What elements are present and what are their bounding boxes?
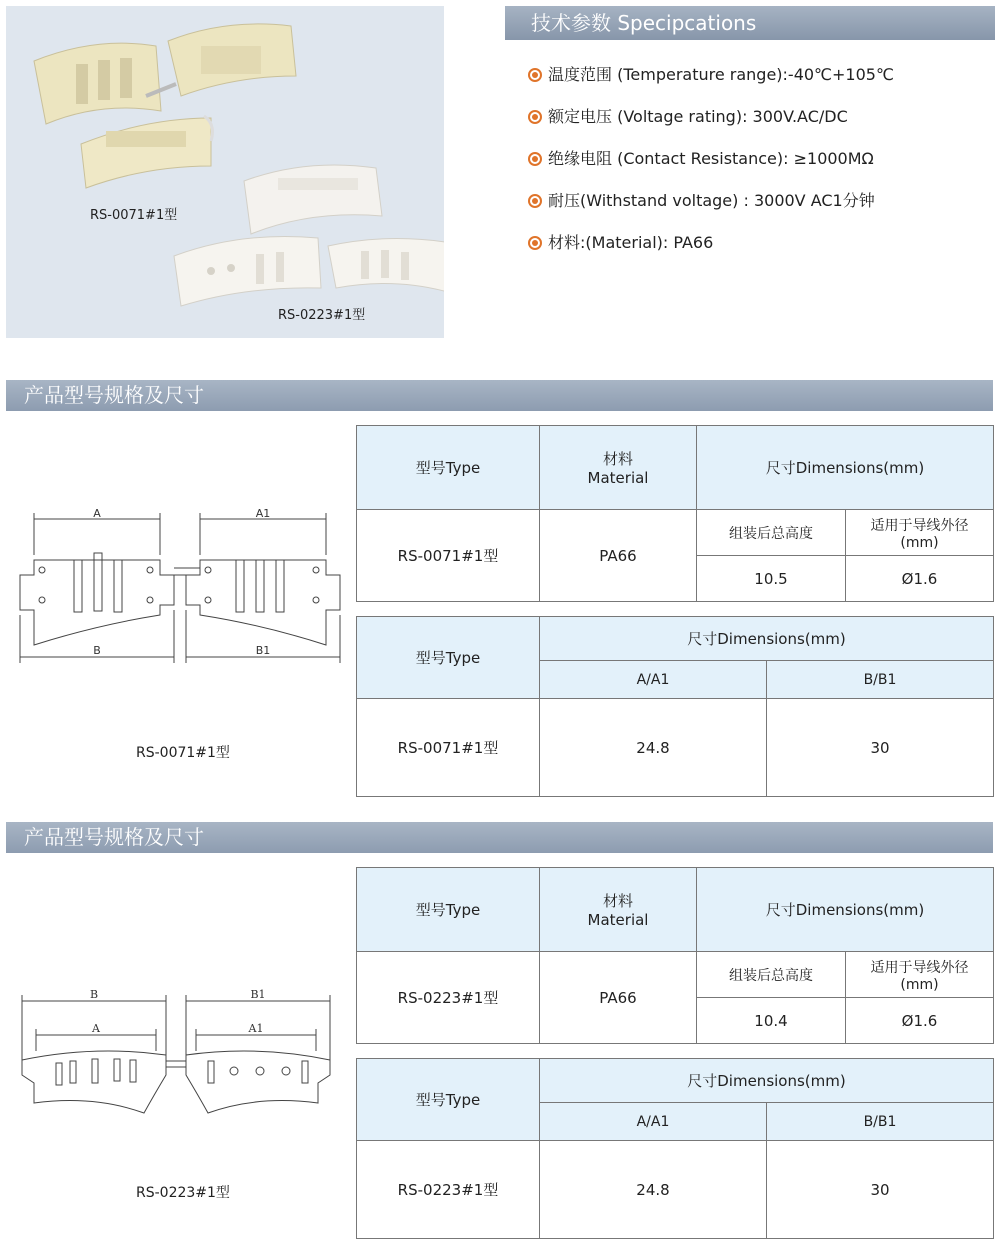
cell-a: 24.8 bbox=[540, 699, 767, 797]
bullet-icon bbox=[528, 194, 542, 208]
dim-label-a1: A1 bbox=[248, 1022, 264, 1035]
th-type: 型号Type bbox=[357, 617, 540, 699]
spec-temperature bbox=[528, 62, 894, 85]
product-photo bbox=[6, 6, 444, 338]
cell-height: 10.4 bbox=[697, 998, 846, 1044]
dimension-drawing-2 bbox=[14, 985, 344, 1120]
th-a-a1: A/A1 bbox=[540, 661, 767, 699]
cell-model: RS-0223#1型 bbox=[357, 952, 540, 1044]
th-dimensions: 尺寸Dimensions(mm) bbox=[540, 617, 994, 661]
dim-label-a: A bbox=[92, 1022, 100, 1035]
section-title-2: 产品型号规格及尺寸 bbox=[6, 822, 993, 853]
th-total-height: 组装后总高度 bbox=[697, 510, 846, 556]
spec-resistance bbox=[528, 146, 874, 169]
dimension-drawing-1 bbox=[14, 505, 344, 675]
dim-label-a1: A1 bbox=[255, 507, 271, 520]
bullet-icon bbox=[528, 110, 542, 124]
photo-label-rs0223: RS-0223#1型 bbox=[278, 308, 366, 323]
th-wire-diameter: 适用于导线外径 (mm) bbox=[846, 510, 994, 556]
th-type: 型号Type bbox=[357, 1059, 540, 1141]
th-material: 材料 Material bbox=[540, 426, 697, 510]
drawing-rs0223 bbox=[14, 985, 344, 1120]
drawing-caption-2: RS-0223#1型 bbox=[136, 1185, 230, 1201]
th-b-b1: B/B1 bbox=[767, 1103, 994, 1141]
cell-height: 10.5 bbox=[697, 556, 846, 602]
dim-label-a: A bbox=[93, 507, 101, 520]
th-dimensions: 尺寸Dimensions(mm) bbox=[697, 426, 994, 510]
bullet-icon bbox=[528, 152, 542, 166]
bullet-icon bbox=[528, 68, 542, 82]
th-dimensions: 尺寸Dimensions(mm) bbox=[697, 868, 994, 952]
dim-label-b: B bbox=[89, 988, 99, 1001]
dim-table-1 bbox=[356, 616, 994, 797]
dim-label-b1: B1 bbox=[250, 988, 266, 1001]
spec-table-1 bbox=[356, 425, 994, 602]
spec-voltage bbox=[528, 104, 848, 127]
spec-resistance-text: 绝缘电阻 (Contact Resistance): ≥1000MΩ bbox=[548, 149, 874, 168]
cell-material: PA66 bbox=[540, 510, 697, 602]
spec-temperature-text: 温度范围 (Temperature range):-40℃+105℃ bbox=[548, 65, 894, 84]
spec-withstand bbox=[528, 188, 875, 211]
cell-material: PA66 bbox=[540, 952, 697, 1044]
cell-model: RS-0071#1型 bbox=[357, 699, 540, 797]
drawing-caption-1: RS-0071#1型 bbox=[136, 745, 230, 761]
spec-withstand-text: 耐压(Withstand voltage) : 3000V AC1分钟 bbox=[548, 191, 875, 210]
cell-b: 30 bbox=[767, 1141, 994, 1239]
th-wire-diameter: 适用于导线外径 (mm) bbox=[846, 952, 994, 998]
spec-material-text: 材料:(Material): PA66 bbox=[548, 233, 714, 252]
dim-table-2 bbox=[356, 1058, 994, 1239]
th-dimensions: 尺寸Dimensions(mm) bbox=[540, 1059, 994, 1103]
th-a-a1: A/A1 bbox=[540, 1103, 767, 1141]
spec-material bbox=[528, 230, 713, 253]
spec-table-2 bbox=[356, 867, 994, 1044]
th-total-height: 组装后总高度 bbox=[697, 952, 846, 998]
cell-wire: Ø1.6 bbox=[846, 998, 994, 1044]
th-b-b1: B/B1 bbox=[767, 661, 994, 699]
spec-voltage-text: 额定电压 (Voltage rating): 300V.AC/DC bbox=[548, 107, 848, 126]
th-type: 型号Type bbox=[357, 868, 540, 952]
specs-title: 技术参数 Specipcations bbox=[505, 6, 995, 40]
dim-label-b: B bbox=[93, 644, 101, 657]
cell-b: 30 bbox=[767, 699, 994, 797]
dim-label-b1: B1 bbox=[255, 644, 271, 657]
bullet-icon bbox=[528, 236, 542, 250]
product-photo-illustration bbox=[6, 6, 444, 338]
th-type: 型号Type bbox=[357, 426, 540, 510]
cell-a: 24.8 bbox=[540, 1141, 767, 1239]
cell-model: RS-0223#1型 bbox=[357, 1141, 540, 1239]
cell-wire: Ø1.6 bbox=[846, 556, 994, 602]
cell-model: RS-0071#1型 bbox=[357, 510, 540, 602]
th-material: 材料 Material bbox=[540, 868, 697, 952]
drawing-rs0071 bbox=[14, 505, 344, 675]
section-title-1: 产品型号规格及尺寸 bbox=[6, 380, 993, 411]
photo-label-rs0071: RS-0071#1型 bbox=[90, 208, 178, 223]
